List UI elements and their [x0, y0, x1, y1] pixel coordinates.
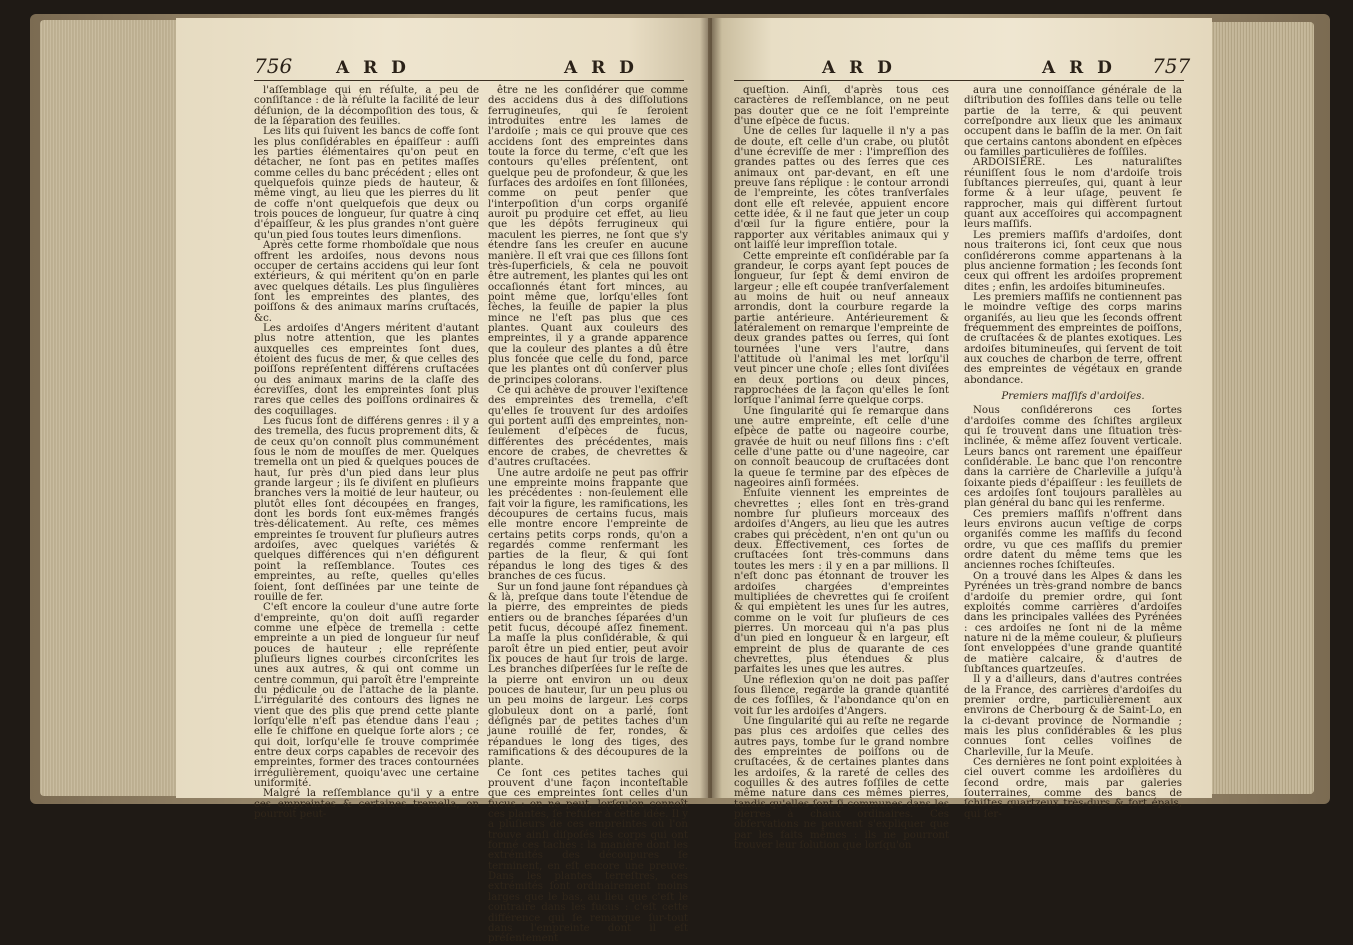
right-column-1: [734, 86, 949, 851]
paragraph: Une de celles ſur laquelle il n'y a pas de doute, eſt celle d'un crabe, ou plutôt d'une écreviſſe de mer : l'impreſſion des grandes pattes ou des ſerres que ces animaux ont par-devant, en eſt une preuve ſans réplique : le contour arrondi de l'empreinte, les côtes tranſverſales dont elle eſt relevée, appuient encore cette idée, & il ne faut que jeter un coup d'œil ſur la figure entière, pour la rapporter aux véritables animaux qui y ont laiſſé leur impreſſion totale.: [734, 126, 949, 252]
paragraph: Une ſingularité qui ſe remarque dans une autre empreinte, eſt celle d'une eſpèce de patte ou nageoire courbe, gravée de huit ou neuf ſillons fins : c'eſt celle d'une patte ou d'une nageoire, car on connoît beaucoup de cruſtacées dont la queue ſe termine par des eſpèces de nageoires ainſi formées.: [734, 405, 949, 490]
left-page: [176, 18, 708, 945]
paragraph: ARDOISIÈRE. Les naturaliſtes réuniſſent ſous le nom d'ardoiſe trois ſubſtances pierreuſes, qui, quant à leur forme & à leur uſage, peuvent ſe rapprocher, mais qui diffèrent ſurtout quant aux acceſſoires qui accompagnent leurs maſſifs.: [964, 157, 1182, 231]
paragraph: Nous conſidérerons ces ſortes d'ardoiſes comme des ſchiſtes argileux qui ſe trouvent dans une ſituation très-inclinée, & même aſſez ſouvent verticale. Leurs bancs ont rarement une épaiſſeur conſidérable. Le banc que l'on rencontre dans la carrière de Charleville a juſqu'à ſoixante pieds d'épaiſſeur : les feuillets de ces ardoiſes ſont toujours parallèles au plan général du banc qui les renferme.: [964, 405, 1182, 510]
paragraph: C'eſt encore la couleur d'une autre ſorte d'empreinte, qu'on doit auſſi regarder comme une eſpèce de tremella : cette empreinte a un pied de longueur ſur neuf pouces de hauteur ; elle repréſente pluſieurs lignes courbes circonſcrites les unes aux autres, & qui ont comme un centre commun, qui paroît être l'empreinte du pédicule ou de l'attache de la plante. L'irrégularité des contours des lignes ne vient que des plis que prend cette plante lorſqu'elle n'eſt pas étendue dans l'eau ; elle ſe chiffone en quelque ſorte alors ; ce qui doit, lorſqu'elle ſe trouve comprimée entre deux corps capables de recevoir des empreintes, former des traces contournées irrégulièrement, quoiqu'avec une certaine uniformité.: [254, 602, 479, 790]
paragraph: Malgré la reſſemblance qu'il y a entre ces empreintes & certaines tremella, on pourroit peut-: [254, 788, 479, 821]
right-column-2: [964, 86, 1182, 820]
section-heading: Premiers maſſifs d'ardoiſes.: [1001, 390, 1145, 402]
paragraph: Les premiers maſſifs d'ardoiſes, dont nous traiterons ici, ſont ceux que nous conſidérerons comme appartenans à la plus ancienne formation ; les ſeconds ſont ceux qui offrent les ardoiſes proprement dites ; enfin, les ardoiſes bitumineuſes.: [964, 229, 1182, 293]
paragraph: Ces premiers maſſifs n'offrent dans leurs environs aucun veſtige de corps organiſés comme les maſſifs du ſecond ordre, vu que ces maſſifs du premier ordre datent du même tems que les anciennes roches ſchiſteuſes.: [964, 508, 1182, 572]
right-running-head-1: A R D: [822, 58, 896, 78]
paragraph: l'aſſemblage qui en réſulte, a peu de conſiſtance : de là réſulte la facilité de leur déſunion, de la décompoſition des tous, & de la ſéparation des feuilles.: [254, 85, 479, 128]
paragraph: Il y a d'ailleurs, dans d'autres contrées de la France, des carrières d'ardoiſes du premier ordre, particulièrement aux environs de Cherbourg & de Saint-Lo, en la ci-devant province de Normandie ; mais les plus conſidérables & les plus connues ſont celles voiſines de Charleville, ſur la Meuſe.: [964, 674, 1182, 758]
paragraph: aura une connoiſſance générale de la diſtribution des foſſiles dans telle ou telle partie de la terre, & qui peuvent correſpondre aux lieux que les animaux occupent dans le baſſin de la mer. On ſait que certains cantons abondent en eſpèces ou familles particulières de foſſiles.: [964, 85, 1182, 159]
left-page-stack: [40, 20, 178, 796]
left-running-head-2: A R D: [564, 58, 638, 78]
paragraph: queſtion. Ainſi, d'après tous ces caractères de reſſemblance, on ne peut pas douter que ce ne ſoit l'empreinte d'une eſpèce de fucus.: [734, 85, 949, 128]
paragraph: Ce ſont ces petites taches qui prouvent d'une façon inconteſtable que ces empreintes ſont celles d'un fucus : on ne peut, lorſqu'on connoît ces plantes, ſe refuſer à cette idée. Il y a pluſieurs de ces empreintes où l'on trouve ainſi diſpoſés les corps qui ont formé ces taches : la manière dont les extrémités des découpures ſe terminent, en eſt encore une preuve. Dans les plantes terreſtres, ces extrémités ſont ordinairement moins larges que le bas, au lieu que c'eſt le contraire dans les fucus : c'eſt cette différence qui ſe remarque ſur-tout dans l'empreinte dont il eſt préſentement: [488, 767, 688, 945]
left-column-2: [488, 86, 688, 945]
paragraph: Les fucus ſont de différens genres : il y a des tremella, des fucus proprement dits, & de ceux qu'on connoît plus communément ſous le nom de mouſſes de mer. Quelques tremella ont un pied & quelques pouces de haut, ſur près d'un pied dans leur plus grande largeur ; ils ſe diviſent en pluſieurs branches vers la moitié de leur hauteur, ou plutôt elles ſont découpées en franges, dont les bords ſont eux-mêmes frangés très-délicatement. Au reſte, ces mêmes empreintes ſe trouvent ſur pluſieurs autres ardoiſes, avec quelques variétés & quelques différences qui n'en défigurent point la reſſemblance. Toutes ces empreintes, au reſte, quelles qu'elles ſoient, ſont deſſinées par une teinte de rouille de fer.: [254, 416, 479, 603]
paragraph: Après cette forme rhomboïdale que nous offrent les ardoiſes, nous devons nous occuper de certains accidens qui leur ſont extérieurs, & qui méritent qu'on en parle avec quelques détails. Les plus ſingulières ſont les empreintes des plantes, des poiſſons & des animaux marins cruſtacés, &c.: [254, 240, 479, 324]
right-page: [712, 18, 1212, 852]
right-page-stack: [1210, 22, 1314, 794]
paragraph: Ces dernières ne ſont point exploitées à ciel ouvert comme les ardoiſières du ſecond ordre, mais par galeries ſouterraines, comme des bancs de ſchiſtes quartzeux très-durs & fort épais, qui ſer-: [964, 757, 1182, 820]
paragraph: Une autre ardoiſe ne peut pas offrir une empreinte moins frappante que les précédentes : non-ſeulement elle fait voir la figure, les ramifications, les découpures de certains fucus, mais elle montre encore l'empreinte de certains petits corps ronds, qu'on a regardés comme renfermant les parties de la fleur, & qui ſont répandus le long des tiges & des branches de ces fucus.: [488, 467, 688, 583]
paragraph: Sur un fond jaune ſont répandues çà & là, preſque dans toute l'étendue de la pierre, des empreintes de pieds entiers ou de branches ſéparées d'un petit fucus, découpé aſſez finement. La maſſe la plus conſidérable, & qui paroît être un pied entier, peut avoir ſix pouces de haut ſur trois de large. Les branches diſperſées ſur le reſte de la pierre ont environ un ou deux pouces de hauteur, ſur un peu plus ou un peu moins de largeur. Les corps globuleux dont on a parlé, ſont déſignés par de petites taches d'un jaune rouillé de fer, rondes, & répandues le long des tiges, des ramifications & des découpures de la plante.: [488, 581, 688, 769]
paragraph: On a trouvé dans les Alpes & dans les Pyrénées un très-grand nombre de bancs d'ardoiſe du premier ordre, qui ſont exploités comme carrières d'ardoiſes dans les principales vallées des Pyrénées : ces ardoiſes ne ſont ni de la même nature ni de la même couleur, & pluſieurs ſont enveloppées d'une grande quantité de matière calcaire, & d'autres de ſubſtances quartzeuſes.: [964, 570, 1182, 675]
paragraph: être ne les conſidérer que comme des accidens dus à des diſſolutions ferrugineuſes, qui ſe ſeroient introduites entre les lames de l'ardoiſe ; mais ce qui prouve que ces accidens ſont des empreintes dans toute la force du terme, c'eſt que les contours qu'elles préſentent, ont quelque peu de profondeur, & que les ſurfaces des ardoiſes en ſont ſillonées, comme on peut penſer que l'interpoſition d'un corps organiſé auroit pu produire cet effet, au lieu que les dépôts ferrugineux qui maculent les pierres, ne ſont que s'y étendre ſans les creuſer en aucune manière. Il eſt vrai que ces ſillons ſont très-ſuperficiels, & cela ne pouvoit être autrement, les plantes qui les ont occaſionnés étant fort minces, au point même que, lorſqu'elles ſont ſèches, la feuille de papier la plus mince ne l'eſt pas plus que ces plantes. Quant aux couleurs des empreintes, il y a grande apparence que la couleur des plantes a dû être plus foncée que celle du fond, parce que les plantes ont dû conſerver plus de principes colorans.: [488, 85, 688, 386]
paragraph: Une réflexion qu'on ne doit pas paſſer ſous ſilence, regarde la grande quantité de ces foſſiles, & l'abondance qu'on en voit ſur les ardoiſes d'Angers.: [734, 674, 949, 717]
paragraph: Cette empreinte eſt conſidérable par ſa grandeur, le corps ayant ſept pouces de longueur, ſur ſept & demi environ de largeur ; elle eſt coupée tranſverſalement au moins de huit ou neuf anneaux arrondis, dont la courbure regarde la partie antérieure. Antérieurement & latéralement on remarque l'empreinte de deux grandes pattes ou ſerres, qui ſont tournées l'une vers l'autre, dans l'attitude où l'animal les met lorſqu'il veut pincer une choſe ; elles ſont diviſées en deux portions ou deux pinces, rapprochées de la façon qu'elles le ſont lorſque l'animal ſerre quelque corps.: [734, 250, 949, 407]
paragraph: Les ardoiſes d'Angers méritent d'autant plus notre attention, que les plantes auxquelles ces empreintes ſont dues, étoient des fucus de mer, & que celles des poiſſons repréſentent différens cruſtacées ou des animaux marins de la claſſe des écreviſſes, dont les empreintes ſont plus rares que celles des poiſſons ordinaires & des coquillages.: [254, 322, 479, 417]
paragraph: Les premiers maſſifs ne contiennent pas le moindre veſtige des corps marins organiſés, au lieu que les ſeconds offrent fréquemment des empreintes de poiſſons, de cruſtacées & de plantes exotiques. Les ardoiſes bitumineuſes, qui ſervent de toit aux couches de charbon de terre, offrent des empreintes de végétaux en grande abondance.: [964, 291, 1182, 386]
paragraph: Ce qui achève de prouver l'exiſtence des empreintes des tremella, c'eſt qu'elles ſe trouvent ſur des ardoiſes qui portent auſſi des empreintes, non-ſeulement d'eſpèces de fucus, différentes des précédentes, mais encore de crabes, de chevrettes & d'autres cruſtacées.: [488, 384, 688, 469]
paragraph: Les lits qui ſuivent les bancs de coffe ſont les plus conſidérables en épaiſſeur : auſſi les parties élémentaires qu'on peut en détacher, ne ſont pas en petites maſſes comme celles du banc précédent ; elles ont quelquefois quinze pieds de hauteur, & même vingt, au lieu que les pierres du lit de coffe n'ont quelquefois que deux ou trois pouces de longueur, ſur quatre à cinq d'épaiſſeur, & les plus grandes n'ont guère qu'un pied ſous toutes leurs dimenſions.: [254, 126, 479, 241]
left-header-rule: [254, 80, 684, 81]
right-page-number: 757: [1152, 54, 1191, 78]
left-column-1: [254, 86, 479, 820]
paragraph: Enſuite viennent les empreintes de chevrettes ; elles ſont en très-grand nombre ſur pluſieurs morceaux des ardoiſes d'Angers, au lieu que les autres crabes qui précèdent, n'en ont qu'un ou deux. Effectivement, ces ſortes de cruſtacées ſont très-communs dans toutes les mers : il y en a par millions. Il n'eſt donc pas étonnant de trouver les ardoiſes chargées d'empreintes multipliées de chevrettes qui ſe croiſent & qui empiètent les unes ſur les autres, comme on le voit ſur pluſieurs de ces pierres. Un morceau qui n'a pas plus d'un pied en longueur & en largeur, eſt empreint de plus de quarante de ces chevrettes, plus étendues & plus parfaites les unes que les autres.: [734, 488, 949, 676]
right-running-head-2: A R D: [1042, 58, 1116, 78]
left-page-number: 756: [254, 54, 293, 78]
book-gutter: [700, 18, 722, 798]
paragraph: Une ſingularité qui au reſte ne regarde pas plus ces ardoiſes que celles des autres pays, tombe ſur le grand nombre des empreintes de poiſſons ou de cruſtacées, & de certaines plantes dans les ardoiſes, & la rareté de celles des coquilles & des autres foſſiles de cette même nature dans ces mêmes pierres, tandis qu'elles ſont ſi communes dans les pierres à chaux ordinaires. Ces obſervations ne peuvent s'expliquer que par les faits mêmes : ils ne pourront trouver leur ſolution que lorſqu'on: [734, 715, 949, 852]
right-header-rule: [734, 80, 1184, 81]
left-running-head-1: A R D: [336, 58, 410, 78]
